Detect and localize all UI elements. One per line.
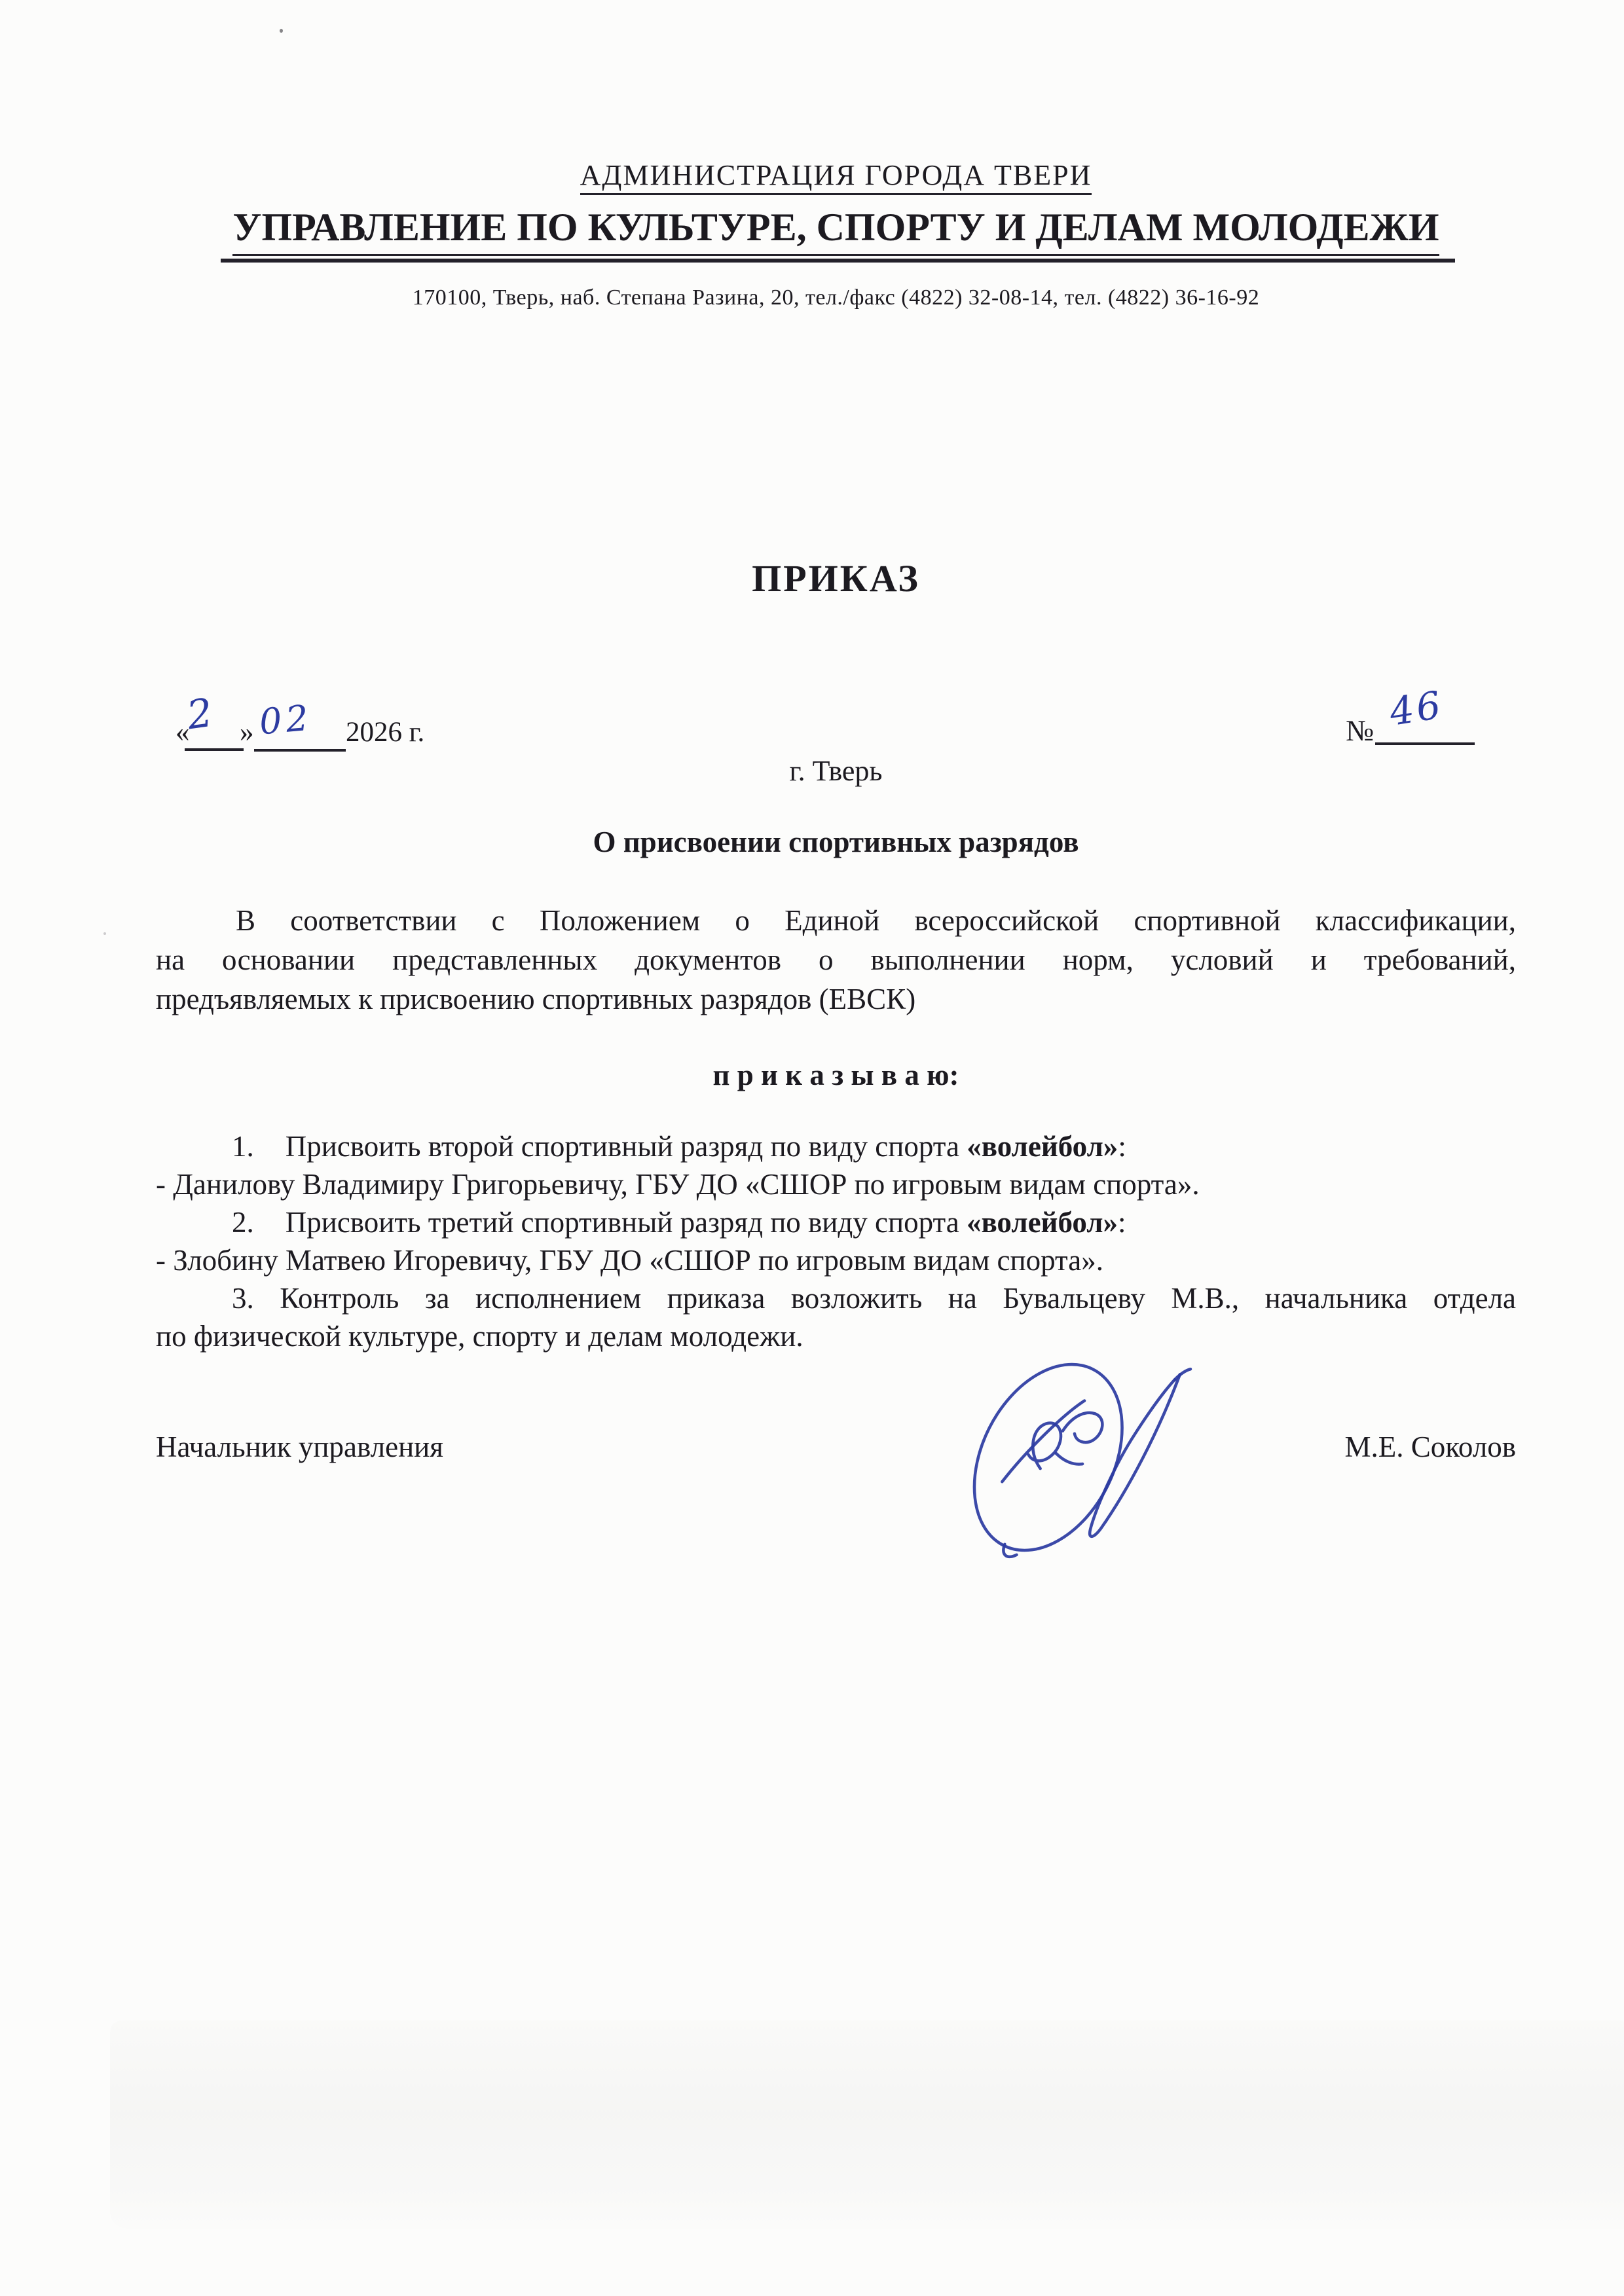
day-blank-line bbox=[185, 748, 244, 751]
letterhead-administration bbox=[156, 160, 1516, 195]
order-item-2 bbox=[156, 1203, 1516, 1241]
order-item-3-continued: по физической культуре, спорту и делам молодежи. bbox=[156, 1320, 803, 1353]
scan-speck bbox=[103, 932, 106, 935]
handwritten-day: 2 bbox=[184, 689, 215, 739]
scan-artifact-band bbox=[110, 2020, 1624, 2229]
document-content bbox=[156, 0, 1516, 2296]
department-title: УПРАВЛЕНИЕ ПО КУЛЬТУРЕ, СПОРТУ И ДЕЛАМ МОЛОДЕЖИ bbox=[232, 206, 1439, 256]
order-item-2-recipient: - Злобину Матвею Игоревичу, ГБУ ДО «СШОР по игровым видам спорта». bbox=[156, 1244, 1103, 1277]
handwritten-order-number: 46 bbox=[1386, 682, 1447, 735]
item-colon: : bbox=[1118, 1130, 1126, 1163]
order-items bbox=[156, 1127, 1516, 1355]
sport-name-bold: «волейбол» bbox=[967, 1130, 1118, 1163]
signature-row bbox=[156, 1430, 1516, 1464]
order-item-1 bbox=[156, 1127, 1516, 1165]
preamble-line: на основании представленных документов о выполнении норм, условий и требований, bbox=[156, 943, 1516, 976]
item-number: 1. bbox=[232, 1130, 254, 1163]
item-text: Присвоить третий спортивный разряд по виду спорта bbox=[285, 1206, 967, 1239]
item-colon: : bbox=[1118, 1206, 1126, 1239]
date-year: 2026 г. bbox=[346, 717, 425, 748]
preamble-line: В соответствии с Положением о Единой всероссийской спортивной классификации, bbox=[236, 904, 1516, 937]
date-opening-quote: « bbox=[175, 717, 190, 748]
letterhead-department bbox=[156, 206, 1516, 256]
sport-name-bold: «волейбол» bbox=[966, 1206, 1118, 1239]
handwritten-signature-icon bbox=[963, 1346, 1193, 1565]
number-blank-line bbox=[1375, 742, 1475, 745]
document-title: ПРИКАЗ bbox=[752, 557, 920, 600]
letterhead-contact: 170100, Тверь, наб. Степана Разина, 20, тел./факс (4822) 32-08-14, тел. (4822) 36-16-92 bbox=[412, 285, 1260, 310]
handwritten-month: 02 bbox=[257, 697, 314, 743]
preamble-line: предъявляемых к присвоению спортивных разрядов (ЕВСК) bbox=[156, 983, 916, 1015]
decree-word: п р и к а з ы в а ю: bbox=[712, 1059, 959, 1091]
preamble-paragraph bbox=[156, 901, 1516, 1019]
city-line: г. Тверь bbox=[789, 755, 883, 787]
administration-title: АДМИНИСТРАЦИЯ ГОРОДА ТВЕРИ bbox=[580, 160, 1092, 195]
month-blank-line bbox=[254, 749, 346, 752]
item-text: Присвоить второй спортивный разряд по виду спорта bbox=[285, 1130, 967, 1163]
signer-name: М.Е. Соколов bbox=[1344, 1430, 1516, 1463]
item-number: 2. bbox=[232, 1206, 254, 1239]
order-subject: О присвоении спортивных разрядов bbox=[593, 826, 1079, 858]
number-sign: № bbox=[1346, 714, 1374, 747]
order-item-1-recipient: - Данилову Владимиру Григорьевичу, ГБУ ДО «СШОР по игровым видам спорта». bbox=[156, 1168, 1200, 1201]
date-closing-quote: » bbox=[240, 717, 254, 748]
signer-position: Начальник управления bbox=[156, 1430, 443, 1463]
order-item-3: 3. Контроль за исполнением приказа возложить на Бувальцеву М.В., начальника отдела bbox=[232, 1282, 1516, 1315]
